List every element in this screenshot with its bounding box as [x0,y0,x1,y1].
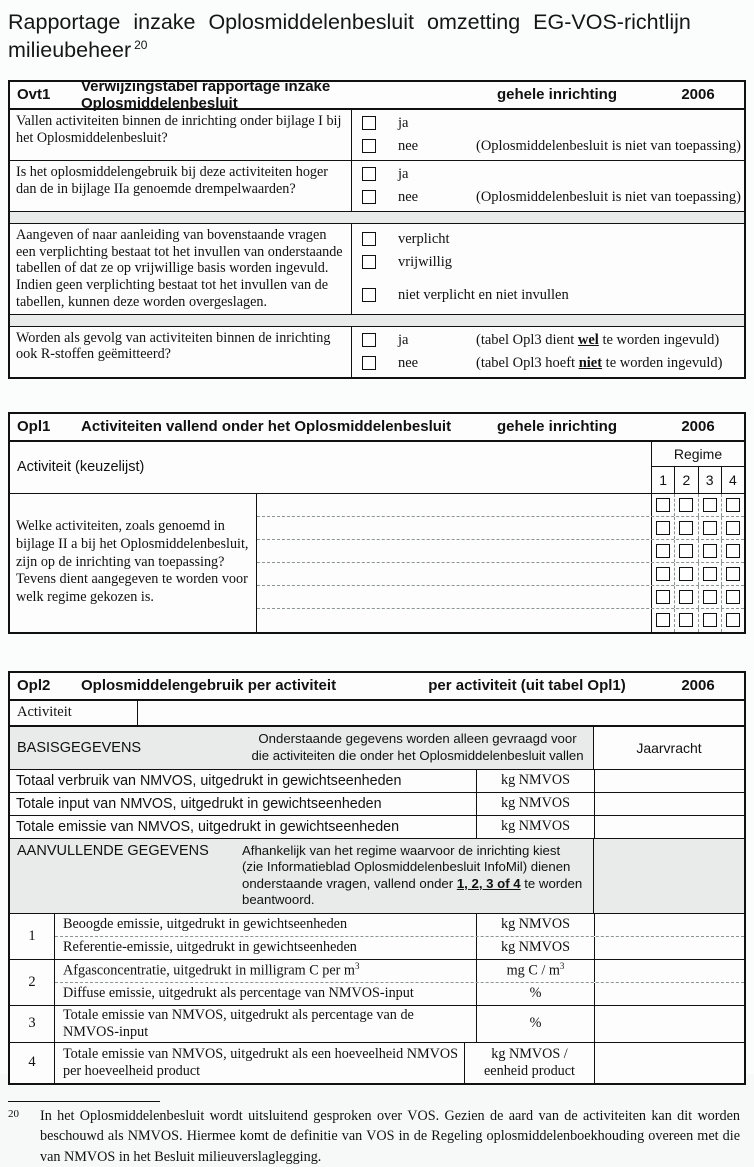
checkbox-regime-1[interactable] [656,613,670,627]
opl1-year: 2006 [681,418,715,435]
activity-entry-field[interactable] [257,540,651,562]
opl1-body [10,494,744,632]
jaarvracht-value-cell[interactable] [595,937,744,959]
opl1-question-text: Welke activiteiten, zoals genoemd in bijlage II a bij het Oplosmiddelenbesluit, zijn op de inrichting van toepassing? Tevens dient aangegeven te worden voor welk regime gekozen is. [10,494,257,632]
opl2-row-beoogde-emissie: Beoogde emissie, uitgedrukt in gewichtseenheden kg NMVOS [55,914,744,936]
ovt1-q2-text: Is het oplosmiddelengebruik bij deze activiteiten hoger dan de in bijlage IIa genoemde drempelwaarden? [10,161,352,211]
footnote-text: In het Oplosmiddelenbesluit wordt uitsluitend gesproken over VOS. Gezien de aard van de activiteiten kan dit worden beschouwd als NMVOS. Hiermee komt de definitie van VOS in de Regeling oplosmiddelenboekhouding overeen met die van NMVOS in het Besluit milieuverslaglegging. [40,1107,740,1165]
ovt1-q4-ja-note: (tabel Opl3 dient wel te worden ingevuld) [476,331,720,348]
opl2-basis-header-row [10,727,744,770]
ovt1-spacer-row [10,212,744,224]
checkbox-q4-ja[interactable] [362,333,376,347]
ovt1-q3-option-verplicht: verplicht [352,228,744,251]
ovt1-q3-option-vrijwillig: vrijwillig [352,251,744,274]
ovt1-q4-option-nee: nee (tabel Opl3 hoeft niet te worden ingevuld) [352,352,744,375]
checkbox-regime-4[interactable] [726,567,740,581]
activity-entry-field[interactable] [257,609,651,631]
ovt1-code: Ovt1 [17,86,51,104]
jaarvracht-value-cell[interactable] [595,816,744,838]
jaarvracht-value-cell[interactable] [595,1043,744,1083]
opl1-regime-col-4: 4 [721,467,744,492]
opl1-regime-col-1: 1 [659,471,668,488]
checkbox-regime-2[interactable] [679,567,693,581]
activity-entry-field[interactable] [257,563,651,585]
checkbox-regime-2[interactable] [679,590,693,604]
unit-cell: % [476,1006,595,1042]
opl1-regime-label: Regime [652,442,744,468]
jaarvracht-value-cell[interactable] [595,793,744,815]
opl2-group-1 [10,914,744,960]
ovt1-q3-option-niet-verplicht: niet verplicht en niet invullen [352,284,744,307]
ovt1-year: 2006 [681,86,715,104]
checkbox-regime-2[interactable] [679,613,693,627]
checkbox-regime-4[interactable] [726,590,740,604]
checkbox-regime-3[interactable] [703,613,717,627]
group-number: 2 [10,960,55,1005]
checkbox-regime-1[interactable] [656,544,670,558]
ovt1-question-row-4 [10,327,744,377]
jaarvracht-value-cell[interactable] [595,770,744,792]
title-line2: milieubeheer [8,38,132,63]
opl1-entry-row-5 [257,585,744,608]
checkbox-regime-3[interactable] [703,498,717,512]
ovt1-q1-option-nee: nee (Oplosmiddelenbesluit is niet van toepassing) [352,135,744,158]
group-number: 4 [10,1043,55,1083]
title-footnote-ref: 20 [134,38,148,53]
opl2-basis-row-2: Totale input van NMVOS, uitgedrukt in gewichtseenheden kg NMVOS [10,793,744,816]
opl2-aanvullende-valcol [593,839,744,913]
ovt1-q2-option-ja: ja [352,163,744,186]
activity-entry-field[interactable] [257,517,651,539]
checkbox-regime-1[interactable] [656,521,670,535]
checkbox-regime-3[interactable] [703,521,717,535]
unit-cell: kg NMVOS [476,770,595,792]
checkbox-regime-3[interactable] [703,590,717,604]
opl1-column-header-band [10,442,744,494]
opl1-regime-numbers [652,467,744,492]
opl1-scope: gehele inrichting [496,418,617,435]
checkbox-regime-2[interactable] [679,521,693,535]
opl1-regime-col-2: 2 [674,467,697,492]
opl2-row-totale-emissie-product: Totale emissie van NMVOS, uitgedrukt als een hoeveelheid NMVOS per hoeveelheid product kg NMVOS / eenheid product [55,1043,744,1083]
checkbox-regime-3[interactable] [703,567,717,581]
unit-cell: kg NMVOS [476,937,595,959]
opl1-header [10,414,744,442]
unit-cell: kg NMVOS [476,914,595,936]
unit-cell: % [476,983,595,1005]
group-number: 1 [10,914,55,959]
checkbox-regime-4[interactable] [726,498,740,512]
opl2-year: 2006 [681,677,715,694]
opl2-row-afgasconcentratie: Afgasconcentratie, uitgedrukt in milligram C per $m^3$ mg C / $m^3$ [55,960,744,982]
unit-cell: kg NMVOS [476,793,595,815]
table-opl2 [8,671,746,1085]
checkbox-regime-4[interactable] [726,521,740,535]
checkbox-regime-4[interactable] [726,544,740,558]
unit-cell: mg C / $m^3$ [476,960,595,982]
opl1-entry-row-2 [257,516,744,539]
opl2-header [10,673,744,701]
opl1-entry-row-1 [257,494,744,516]
ovt1-q1-option-ja: ja [352,112,744,135]
opl2-title: Oplosmiddelengebruik per activiteit [81,677,337,694]
page-title [0,0,754,65]
checkbox-q3-vrijwillig[interactable] [362,255,376,269]
opl2-scope: per activiteit (uit tabel Opl1) [428,677,626,694]
unit-cell: kg NMVOS / eenheid product [464,1043,595,1083]
opl1-entry-row-6 [257,608,744,631]
opl1-entry-row-3 [257,539,744,562]
checkbox-regime-1[interactable] [656,590,670,604]
ovt1-q4-nee-note: (tabel Opl3 hoeft niet te worden ingevuld) [476,354,723,371]
opl1-title: Activiteiten vallend onder het Oplosmiddelenbesluit [81,418,452,435]
footnote-rule [8,1101,160,1102]
ovt1-question-row-2 [10,161,744,212]
opl2-code: Opl2 [17,677,51,694]
checkbox-q4-nee[interactable] [362,356,376,370]
table-ovt1 [8,77,746,379]
opl2-aanvullende-row [10,839,744,914]
ovt1-q4-text: Worden als gevolg van activiteiten binnen de inrichting ook R-stoffen geëmitteerd? [10,327,352,377]
ovt1-question-row-3 [10,224,744,315]
opl2-group-3 [10,1006,744,1043]
unit-cell: kg NMVOS [476,816,595,838]
opl2-row-referentie-emissie: Referentie-emissie, uitgedrukt in gewichtseenheden kg NMVOS [55,936,744,959]
checkbox-q1-ja[interactable] [362,116,376,130]
ovt1-q2-nee-note: (Oplosmiddelenbesluit is niet van toepassing) [476,188,741,205]
activiteit-input-field[interactable] [138,701,744,725]
opl2-basis-row-3: Totale emissie van NMVOS, uitgedrukt in gewichtseenheden kg NMVOS [10,816,744,839]
ovt1-q2-option-nee: nee (Oplosmiddelenbesluit is niet van toepassing) [352,186,744,209]
opl1-code: Opl1 [17,418,51,435]
checkbox-q2-nee[interactable] [362,190,376,204]
jaarvracht-value-cell[interactable] [595,960,744,982]
opl2-aanvullende-label: AANVULLENDE GEGEVENS [17,842,209,859]
checkbox-regime-1[interactable] [656,498,670,512]
opl2-basis-note: Onderstaande gegevens worden alleen gevraagd voor die activiteiten die onder het Oplosmiddelenbesluit vallen [242,727,593,769]
title-line1: Rapportage inzake Oplosmiddelenbesluit omzetting EG-VOS-richtlijn [8,10,691,34]
opl2-group-4 [10,1043,744,1083]
jaarvracht-value-cell[interactable] [595,914,744,936]
checkbox-regime-2[interactable] [679,498,693,512]
footnote-ref: 20 [8,1107,19,1120]
opl2-activiteit-label: Activiteit [10,701,138,725]
opl2-row-diffuse-emissie: Diffuse emissie, uitgedrukt als percentage van NMVOS-input % [55,982,744,1005]
activity-entry-field[interactable] [257,494,651,516]
ovt1-q1-text: Vallen activiteiten binnen de inrichting onder bijlage I bij het Oplosmiddelenbesluit? [10,110,352,160]
ovt1-q3-text: Aangeven of naar aanleiding van bovenstaande vragen een verplichting bestaat tot het invullen van onderstaande tabellen of dat ze op vrijwillige basis worden ingevuld. Indien geen verplichting bestaat tot het invullen van de tabellen, kunnen deze worden overgeslagen. [10,224,352,314]
ovt1-header [10,77,744,112]
jaarvracht-value-cell[interactable] [595,983,744,1005]
checkbox-regime-4[interactable] [726,613,740,627]
group-number: 3 [10,1006,55,1042]
opl2-row-totale-emissie-percentage: Totale emissie van NMVOS, uitgedrukt als percentage van de NMVOS-input % [55,1006,744,1042]
checkbox-regime-2[interactable] [679,544,693,558]
ovt1-scope: gehele inrichting [496,86,617,104]
activity-entry-field[interactable] [257,586,651,608]
footnote [8,1101,746,1167]
opl2-basis-row-1: Totaal verbruik van NMVOS, uitgedrukt in gewichtseenheden kg NMVOS [10,770,744,793]
ovt1-q1-nee-note: (Oplosmiddelenbesluit is niet van toepassing) [476,137,741,154]
opl2-basis-label: BASISGEGEVENS [10,727,242,769]
opl2-aanvullende-note: Afhankelijk van het regime waarvoor de inrichting kiest (zie Informatieblad Oplosmiddelenbesluit InfoMil) dienen onderstaande vragen, vallend onder 1, 2, 3 of 4 te worden beantwoord. [242,842,583,907]
opl1-entry-row-4 [257,562,744,585]
ovt1-title: Verwijzingstabel rapportage inzake Oplosmiddelenbesluit [81,77,331,112]
checkbox-regime-3[interactable] [703,544,717,558]
checkbox-regime-1[interactable] [656,567,670,581]
checkbox-q3-verplicht[interactable] [362,232,376,246]
ovt1-spacer-row-2 [10,315,744,327]
checkbox-q1-nee[interactable] [362,139,376,153]
ovt1-q4-option-ja: ja (tabel Opl3 dient wel te worden ingevuld) [352,329,744,352]
ovt1-question-row-1 [10,110,744,161]
opl2-group-2 [10,960,744,1006]
opl1-activiteit-column-label: Activiteit (keuzelijst) [10,442,652,493]
opl2-activiteit-row [10,701,744,727]
table-opl1 [8,412,746,634]
checkbox-q3-niet-verplicht[interactable] [362,288,376,302]
opl1-regime-col-3: 3 [698,467,721,492]
opl2-jaarvracht-label: Jaarvracht [593,727,744,769]
jaarvracht-value-cell[interactable] [595,1006,744,1042]
checkbox-q2-ja[interactable] [362,167,376,181]
